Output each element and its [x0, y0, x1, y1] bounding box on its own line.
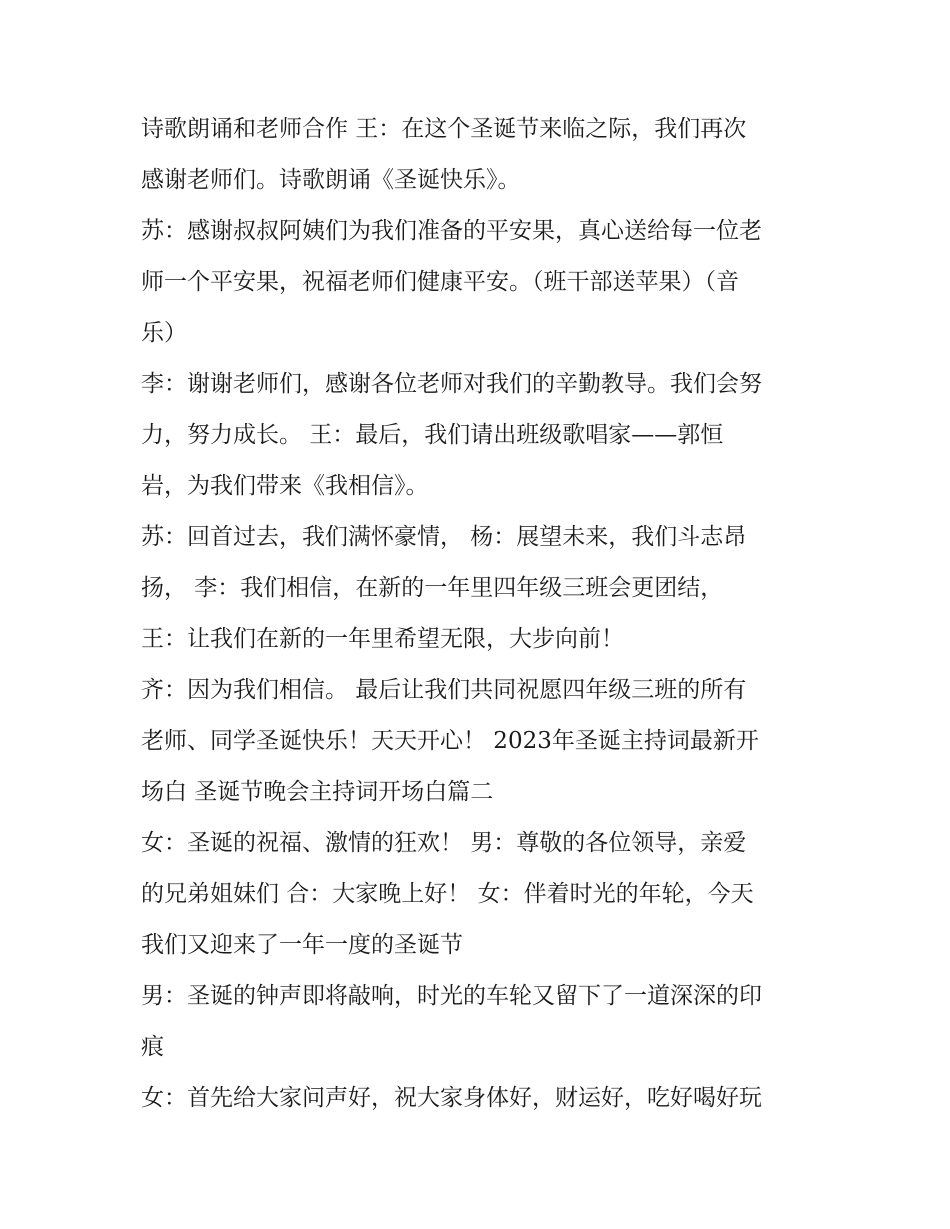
text-line: 王：让我们在新的一年里希望无限，大步向前！	[141, 626, 624, 652]
text-line: 李：谢谢老师们，感谢各位老师对我们的辛勤教导。我们会努	[141, 371, 762, 397]
text-line: 场白 圣诞节晚会主持词开场白篇二	[141, 779, 494, 805]
text-line: 苏：回首过去，我们满怀豪情， 杨：展望未来，我们斗志昂	[141, 524, 747, 550]
text-line: 岩，为我们带来《我相信》。	[141, 473, 429, 499]
text-line: 齐：因为我们相信。 最后让我们共同祝愿四年级三班的所有	[141, 677, 747, 703]
text-line: 力，努力成长。 王：最后，我们请出班级歌唱家——郭恒	[141, 422, 724, 448]
text-line: 诗歌朗诵和老师合作 王：在这个圣诞节来临之际，我们再次	[141, 116, 747, 142]
text-line: 师一个平安果，祝福老师们健康平安。（班干部送苹果）（音	[141, 269, 739, 295]
text-line: 感谢老师们。诗歌朗诵《圣诞快乐》。	[141, 167, 521, 193]
text-line: 苏：感谢叔叔阿姨们为我们准备的平安果，真心送给每一位老	[141, 218, 762, 244]
text-line: 老师、同学圣诞快乐！天天开心！ 2023年圣诞主持词最新开	[141, 728, 759, 754]
text-line: 女：圣诞的祝福、激情的狂欢！ 男：尊敬的各位领导，亲爱	[141, 830, 747, 856]
text-line: 乐）	[141, 320, 187, 346]
text-line: 我们又迎来了一年一度的圣诞节	[141, 932, 463, 958]
text-line: 扬， 李：我们相信，在新的一年里四年级三班会更团结，	[141, 575, 724, 601]
text-line: 的兄弟姐妹们 合：大家晚上好！ 女：伴着时光的年轮，今天	[141, 881, 754, 907]
text-line: 男：圣诞的钟声即将敲响，时光的车轮又留下了一道深深的印	[141, 983, 762, 1009]
document-body	[141, 104, 831, 1124]
text-line: 女：首先给大家问声好，祝大家身体好，财运好，吃好喝好玩	[141, 1085, 762, 1111]
text-line: 痕	[141, 1034, 164, 1060]
